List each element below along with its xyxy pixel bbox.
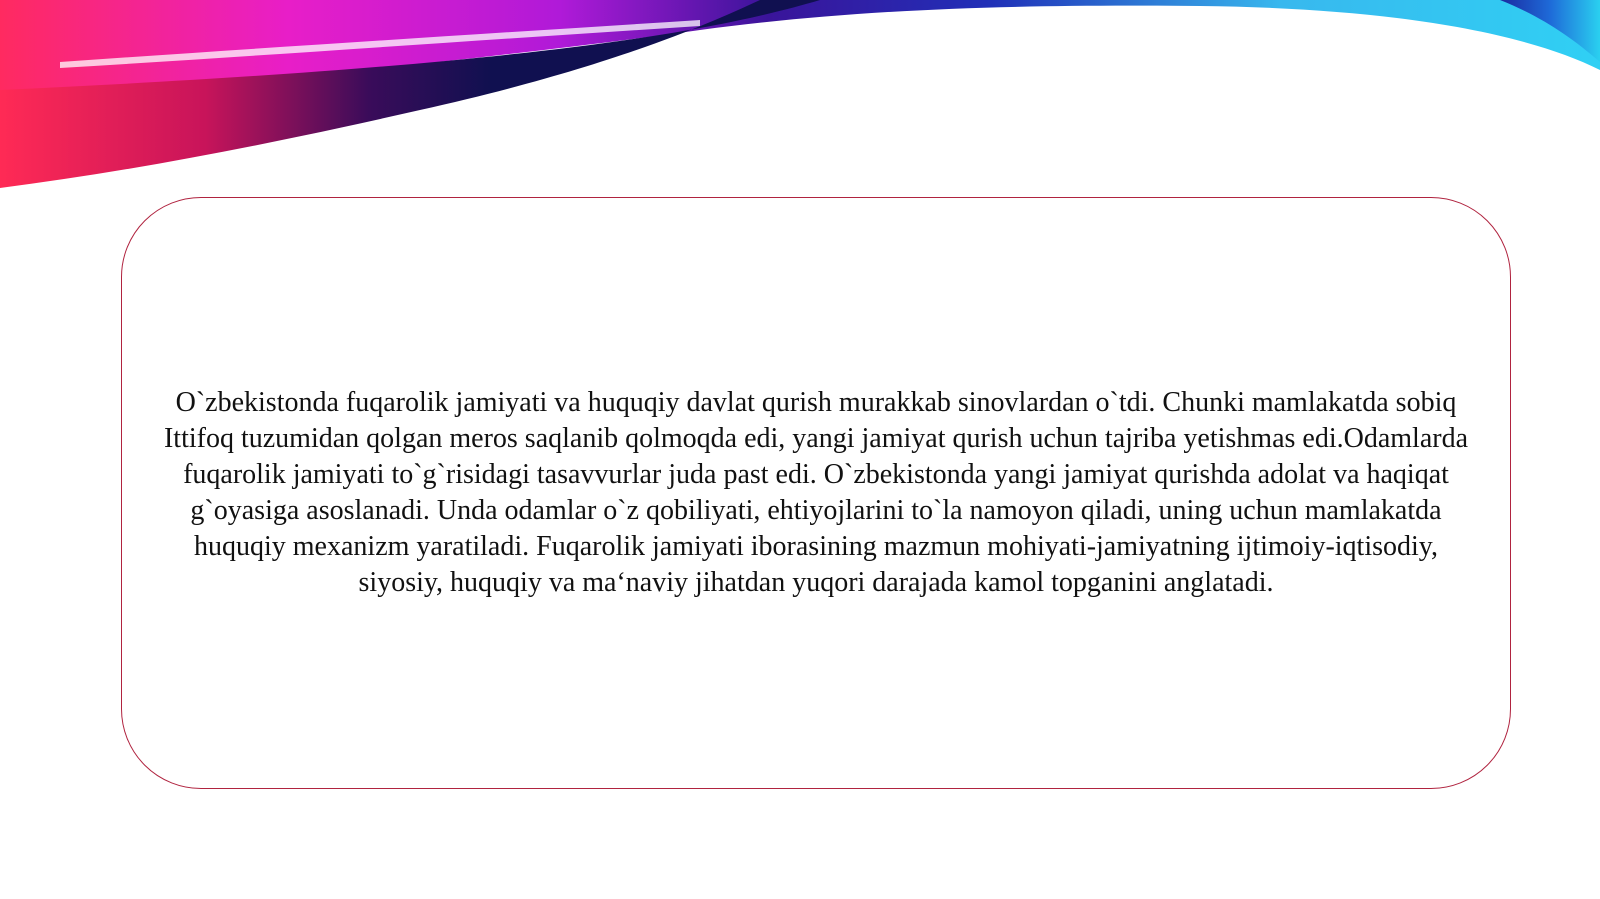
content-box bbox=[121, 197, 1511, 789]
decorative-swoosh-banner bbox=[0, 0, 1600, 200]
body-paragraph: O`zbekistonda fuqarolik jamiyati va huquqiy davlat qurish murakkab sinovlardan o`tdi. Chunki mamlakatda sobiq Ittifoq tuzumidan qolgan meros saqlanib qolmoqda edi, yangi jamiyat qurish uchun tajriba yetishmas edi.Odamlarda fuqarolik jamiyati to`g`risidagi tasavvurlar juda past edi. O`zbekistonda yangi jamiyat qurishda adolat va haqiqat g`oyasiga asoslanadi. Unda odamlar o`z qobiliyati, ehtiyojlarini to`la namoyon qiladi, uning uchun mamlakatda huquqiy mexanizm yaratiladi. Fuqarolik jamiyati iborasining mazmun mohiyati-jamiyatning ijtimoiy-iqtisodiy, siyosiy, huquqiy va ma‘naviy jihatdan yuqori darajada kamol topganini anglatadi. bbox=[163, 387, 1469, 598]
